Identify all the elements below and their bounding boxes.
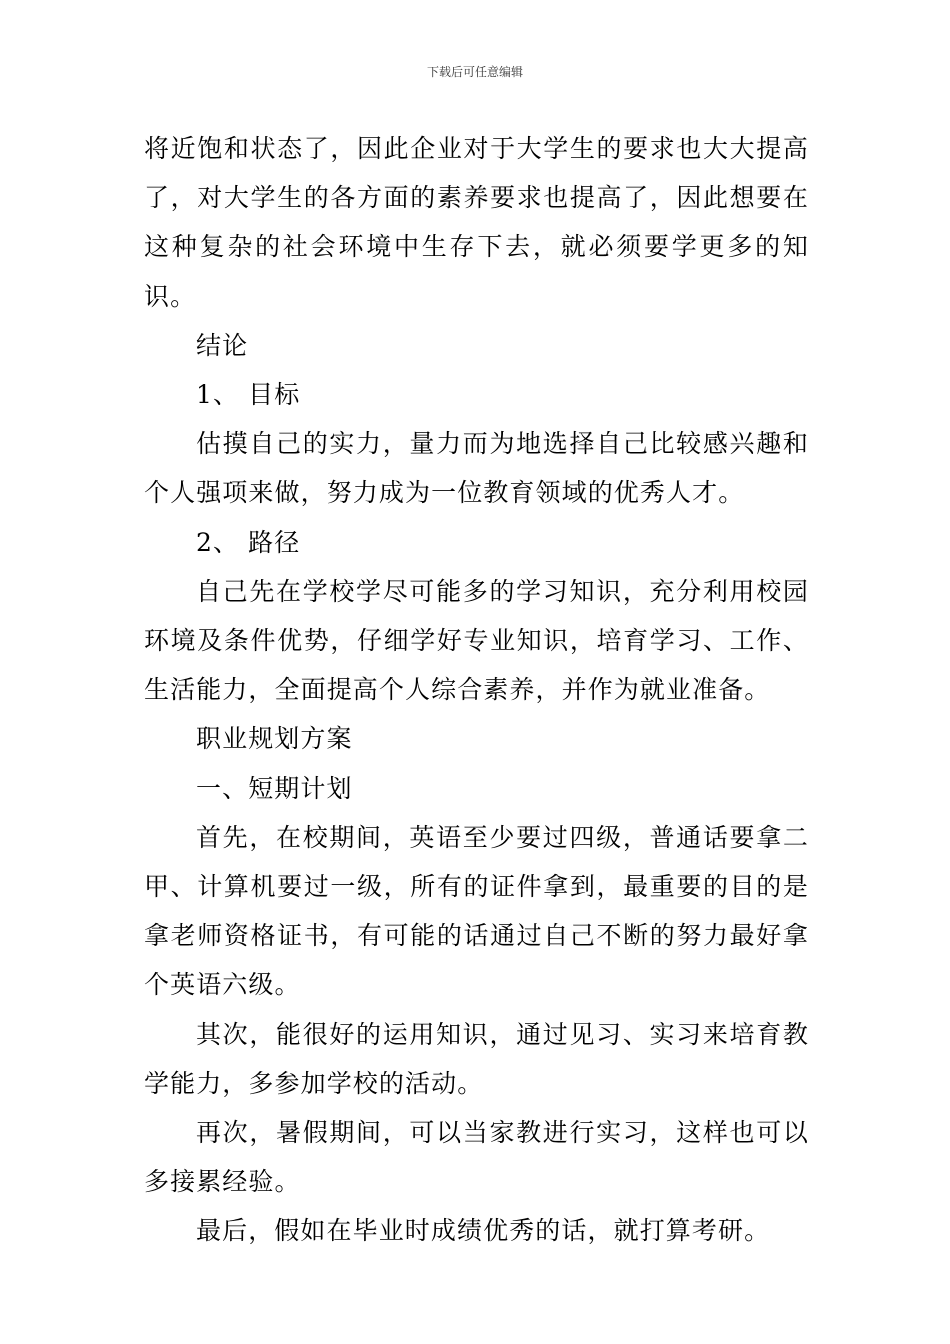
paragraph-path: 自己先在学校学尽可能多的学习知识，充分利用校园环境及条件优势，仔细学好专业知识，培育学习、工作、生活能力，全面提高个人综合素养，并作为就业准备。 [144,576,809,705]
paragraph-first: 首先，在校期间，英语至少要过四级，普通话要拿二甲、计算机要过一级，所有的证件拿到，最重要的目的是拿老师资格证书，有可能的话通过自己不断的努力最好拿个英语六级。 [144,822,809,1000]
heading-career-plan: 职业规划方案 [196,724,353,754]
paragraph-third: 再次，暑假期间，可以当家教进行实习，这样也可以多接累经验。 [144,1118,809,1197]
paragraph-continuation: 将近饱和状态了，因此企业对于大学生的要求也大大提高了，对大学生的各方面的素养要求也提高了，因此想要在这种复杂的社会环境中生存下去，就必须要学更多的知识。 [144,134,809,311]
paragraph-goal: 估摸自己的实力，量力而为地选择自己比较感兴趣和个人强项来做，努力成为一位教育领域的优秀人才。 [144,429,809,508]
heading-path: 2、 路径 [196,527,301,557]
heading-short-term-plan: 一、短期计划 [196,773,353,803]
paragraph-last: 最后，假如在毕业时成绩优秀的话，就打算考研。 [196,1216,771,1246]
heading-conclusion: 结论 [196,330,249,360]
document-body [144,124,809,1256]
page-header-note: 下载后可任意编辑 [426,65,523,79]
heading-goal: 1、 目标 [196,380,301,410]
paragraph-second: 其次，能很好的运用知识，通过见习、实习来培育教学能力，多参加学校的活动。 [144,1019,809,1098]
